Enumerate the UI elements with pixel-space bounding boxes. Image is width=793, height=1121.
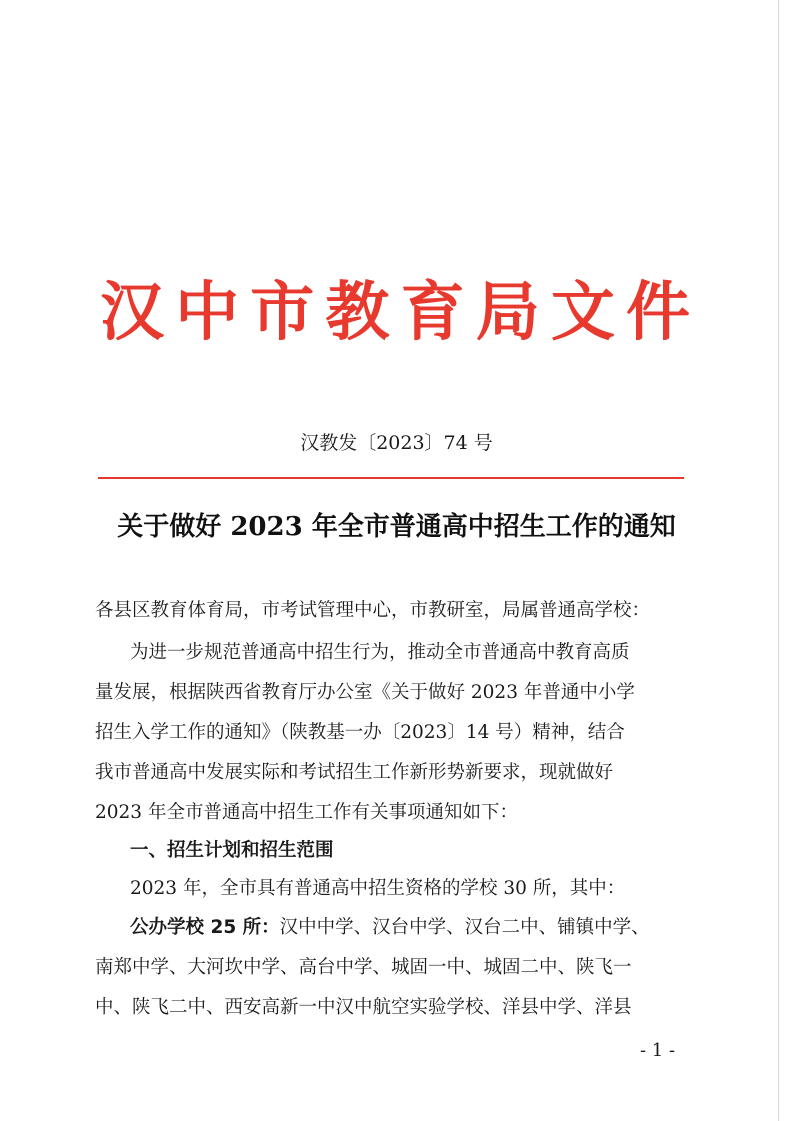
- masthead: [100, 268, 690, 358]
- paragraph-line: 中、陕飞二中、西安高新一中汉中航空实验学校、洋县中学、洋县: [95, 997, 632, 1018]
- paragraph-line: 量发展，根据陕西省教育厅办公室《关于做好 2023 年普通中小学: [95, 682, 635, 703]
- paragraph-line: [130, 913, 695, 939]
- paragraph-line: 我市普通高中发展实际和考试招生工作新形势新要求，现就做好: [95, 762, 614, 783]
- paragraph-line: 招生入学工作的通知》（陕教基一办〔2023〕14 号）精神，结合: [95, 722, 625, 743]
- public-schools-text: 汉中中学、汉台中学、汉台二中、铺镇中学、: [279, 917, 650, 938]
- scan-edge-line: [778, 0, 779, 1121]
- masthead-char: 件: [625, 276, 690, 350]
- document-title: 关于做好 2023 年全市普通高中招生工作的通知: [117, 512, 676, 542]
- masthead-char: 中: [175, 276, 240, 350]
- page-number: - 1 -: [640, 1040, 676, 1061]
- masthead-char: 文: [550, 276, 615, 350]
- masthead-char: 局: [475, 276, 540, 350]
- paragraph-line: 南郑中学、大河坎中学、高台中学、城固一中、城固二中、陕飞一: [95, 957, 632, 978]
- public-schools-label: 公办学校 25 所：: [130, 917, 280, 938]
- red-divider: [98, 477, 684, 479]
- section-heading: 一、招生计划和招生范围: [130, 840, 334, 861]
- document-number: 汉教发〔2023〕74 号: [300, 432, 493, 454]
- paragraph-line: 2023 年，全市具有普通高中招生资格的学校 30 所，其中：: [130, 878, 626, 899]
- masthead-char: 育: [400, 276, 465, 350]
- recipients-line: 各县区教育体育局，市考试管理中心，市教研室，局属普通高学校：: [95, 600, 651, 621]
- paragraph-line: 2023 年全市普通高中招生工作有关事项通知如下：: [95, 802, 518, 823]
- masthead-char: 教: [325, 276, 390, 350]
- masthead-char: 市: [250, 276, 315, 350]
- paragraph-line: 为进一步规范普通高中招生行为，推动全市普通高中教育高质: [130, 642, 630, 663]
- masthead-char: 汉: [100, 276, 164, 350]
